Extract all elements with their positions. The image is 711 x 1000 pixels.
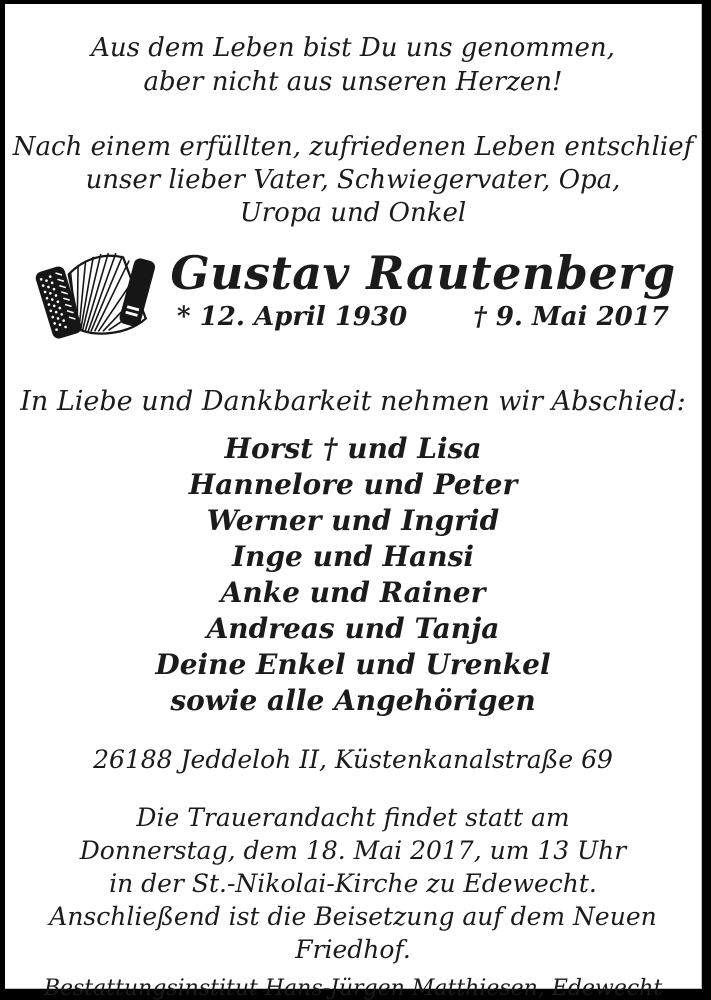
epigraph	[5, 31, 701, 99]
death-date: † 9. Mai 2017	[473, 302, 669, 332]
service-line: Die Trauerandacht findet statt am	[136, 803, 570, 832]
service-line: Anschließend ist die Beisetzung auf dem Neuen Friedhof.	[49, 902, 657, 964]
deceased-header	[5, 247, 701, 343]
mourner-line: Werner und Ingrid	[206, 504, 500, 537]
name-and-dates	[159, 247, 701, 332]
intro-line: unser lieber Vater, Schwiegervater, Opa,	[85, 165, 621, 195]
mourner-line: Deine Enkel und Urenkel	[155, 648, 551, 681]
mourner-line: Hannelore und Peter	[188, 468, 518, 501]
mourner-line: Andreas und Tanja	[206, 612, 500, 645]
mourner-line: Horst † und Lisa	[224, 432, 482, 465]
accordion-icon	[31, 249, 159, 347]
mourners-list	[5, 431, 701, 719]
address-line: 26188 Jeddeloh II, Küstenkanalstraße 69	[93, 745, 613, 774]
epigraph-line: aber nicht aus unseren Herzen!	[143, 67, 563, 97]
obituary-notice	[5, 4, 702, 1000]
mourner-line: Anke und Rainer	[220, 576, 486, 609]
undertaker-line: Bestattungsinstitut Hans-Jürgen Matthiesen, Edewecht	[43, 976, 663, 1000]
deceased-name: Gustav Rautenberg	[170, 246, 676, 300]
birth-date: * 12. April 1930	[177, 302, 408, 332]
intro-line: Nach einem erfüllten, zufriedenen Leben entschlief	[12, 132, 694, 162]
intro-line: Uropa und Onkel	[239, 198, 467, 228]
service-info	[5, 801, 701, 966]
farewell-lead: In Liebe und Dankbarkeit nehmen wir Abschied:	[20, 386, 686, 417]
mourner-line: sowie alle Angehörigen	[170, 684, 536, 717]
service-line: Donnerstag, dem 18. Mai 2017, um 13 Uhr	[79, 836, 627, 865]
service-line: in der St.-Nikolai-Kirche zu Edewecht.	[109, 869, 597, 898]
life-dates	[159, 302, 687, 332]
epigraph-line: Aus dem Leben bist Du uns genommen,	[91, 33, 615, 63]
intro-text	[5, 131, 701, 230]
mourner-line: Inge und Hansi	[232, 540, 474, 573]
